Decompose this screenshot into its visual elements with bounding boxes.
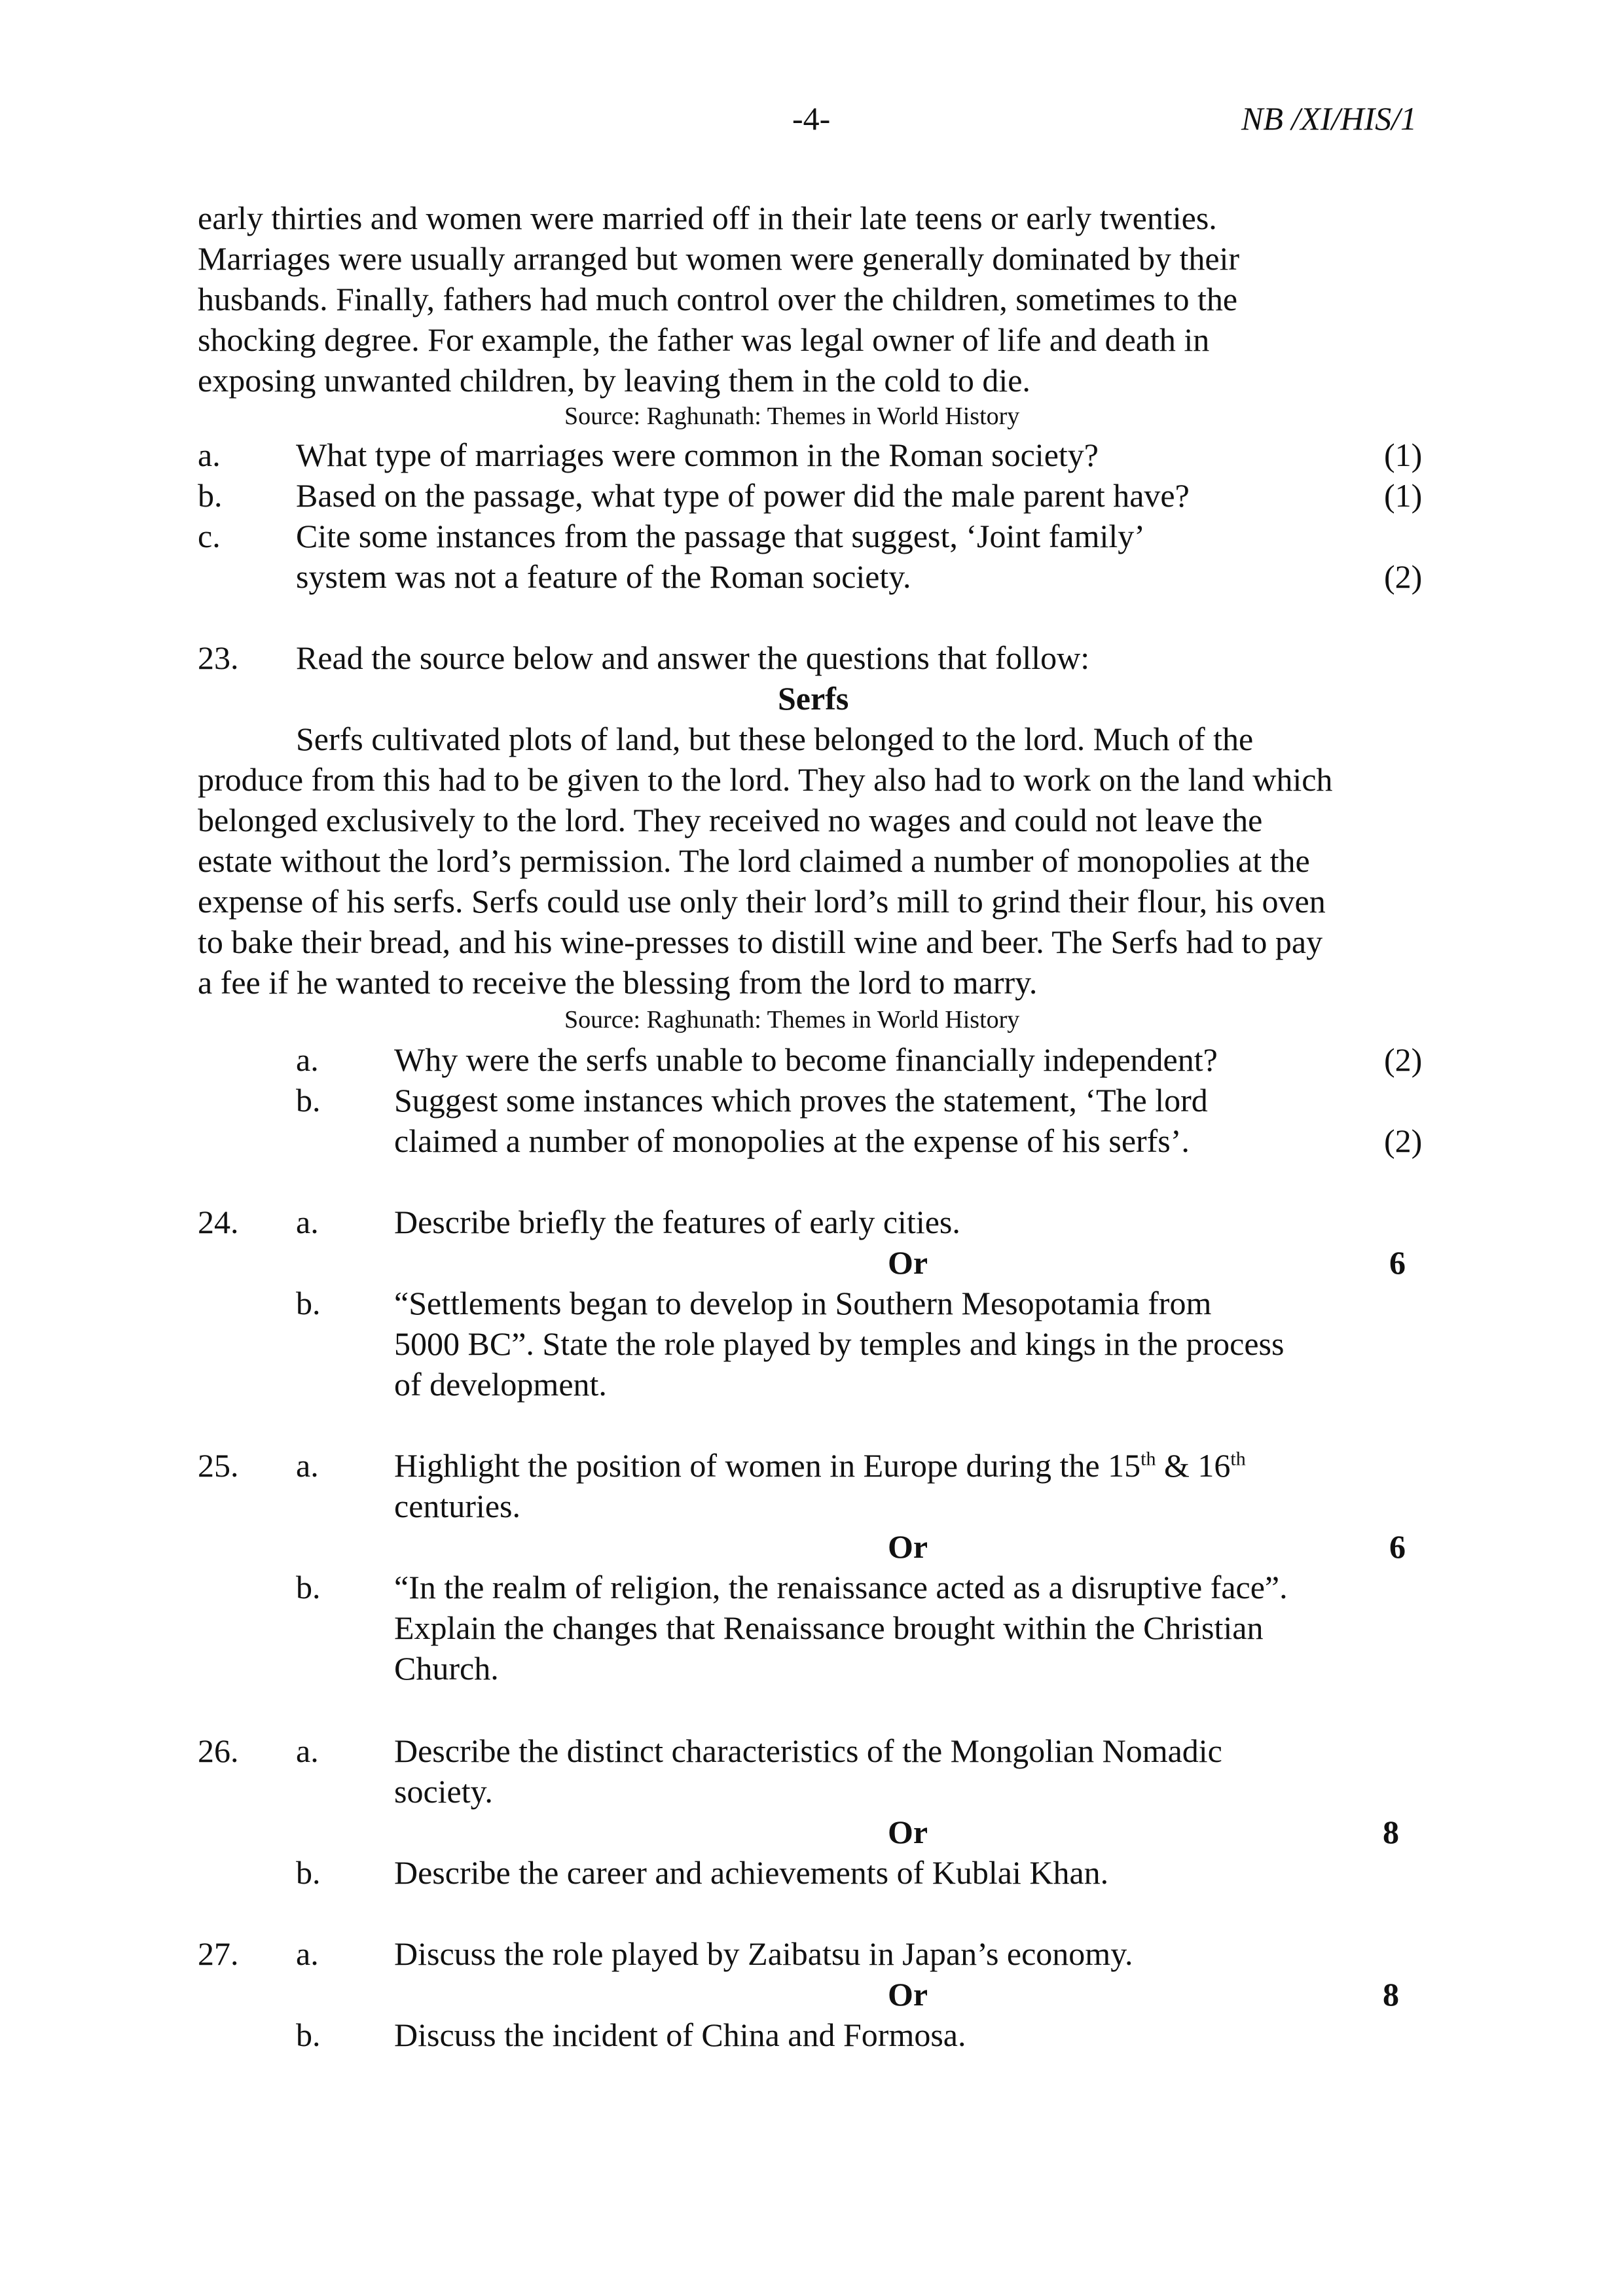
q25b-text-cont: Explain the changes that Renaissance brought within the Christian [394, 1609, 1264, 1646]
passage-line: to bake their bread, and his wine-presses to distill wine and beer. The Serfs had to pay [198, 924, 1323, 960]
q24-number: 24. [198, 1204, 239, 1240]
q24a-text: Describe briefly the features of early cities. [394, 1204, 960, 1240]
q23-source-title: Serfs [778, 680, 849, 717]
passage-line: a fee if he wanted to receive the blessing from the lord to marry. [198, 964, 1038, 1001]
q26b-letter: b. [296, 1854, 321, 1891]
source-citation: Source: Raghunath: Themes in World History [564, 1006, 1020, 1033]
q27a-letter: a. [296, 1935, 319, 1972]
q27-number: 27. [198, 1935, 239, 1972]
passage-23 [198, 719, 1435, 1003]
q26a-text: Describe the distinct characteristics of the Mongolian Nomadic [394, 1732, 1222, 1769]
q26a-letter: a. [296, 1732, 319, 1769]
q24b-letter: b. [296, 1285, 321, 1321]
q25-or: Or [888, 1528, 928, 1565]
q23a-text: Why were the serfs unable to become financially independent? [394, 1041, 1218, 1078]
passage-line: shocking degree. For example, the father was legal owner of life and death in [198, 321, 1210, 358]
passage-line: Marriages were usually arranged but women were generally dominated by their [198, 240, 1240, 277]
q25a-letter: a. [296, 1447, 319, 1484]
q24-or: Or [888, 1244, 928, 1281]
q26-or: Or [888, 1814, 928, 1850]
q25b-text: “In the realm of religion, the renaissance acted as a disruptive face”. [394, 1569, 1288, 1605]
q23b-text-cont: claimed a number of monopolies at the expense of his serfs’. [394, 1122, 1190, 1159]
q27b-text: Discuss the incident of China and Formosa. [394, 2017, 966, 2053]
q25-number: 25. [198, 1447, 239, 1484]
passage-line: husbands. Finally, fathers had much control over the children, sometimes to the [198, 281, 1238, 317]
q24a-letter: a. [296, 1204, 319, 1240]
q22b-letter: b. [198, 477, 223, 514]
source-citation: Source: Raghunath: Themes in World History [564, 403, 1020, 430]
q24-marks: 6 [1389, 1244, 1406, 1281]
q22b-marks: (1) [1384, 477, 1423, 514]
q25-marks: 6 [1389, 1528, 1406, 1565]
q27a-text: Discuss the role played by Zaibatsu in Japan’s economy. [394, 1935, 1133, 1972]
q23-prompt: Read the source below and answer the questions that follow: [296, 639, 1090, 676]
passage-22 [198, 198, 1435, 401]
q27-marks: 8 [1383, 1976, 1399, 2013]
passage-line: Serfs cultivated plots of land, but these belonged to the lord. Much of the [296, 721, 1254, 757]
q23b-letter: b. [296, 1082, 321, 1119]
passage-line: produce from this had to be given to the lord. They also had to work on the land which [198, 761, 1333, 798]
q23a-letter: a. [296, 1041, 319, 1078]
q27-or: Or [888, 1976, 928, 2013]
q26b-text: Describe the career and achievements of Kublai Khan. [394, 1854, 1109, 1891]
q24b-text-cont: 5000 BC”. State the role played by temples and kings in the process [394, 1325, 1285, 1362]
passage-line: estate without the lord’s permission. The lord claimed a number of monopolies at the [198, 842, 1310, 879]
passage-line: expense of his serfs. Serfs could use only their lord’s mill to grind their flour, his oven [198, 883, 1326, 920]
q23a-marks: (2) [1384, 1041, 1423, 1078]
passage-line: early thirties and women were married off in their late teens or early twenties. [198, 200, 1217, 236]
q22a-text: What type of marriages were common in the Roman society? [296, 437, 1099, 473]
q26-marks: 8 [1383, 1814, 1399, 1850]
q27b-letter: b. [296, 2017, 321, 2053]
q22c-letter: c. [198, 518, 221, 554]
q25b-text-cont: Church. [394, 1650, 499, 1687]
q23-number: 23. [198, 639, 239, 676]
passage-line: belonged exclusively to the lord. They received no wages and could not leave the [198, 802, 1263, 838]
page-number: -4- [792, 100, 831, 137]
q25a-text: Highlight the position of women in Europe during the 15th & 16th [394, 1447, 1246, 1484]
q22a-letter: a. [198, 437, 221, 473]
q24b-text-cont: of development. [394, 1366, 607, 1403]
q22a-marks: (1) [1384, 437, 1423, 473]
q22b-text: Based on the passage, what type of power did the male parent have? [296, 477, 1190, 514]
q22c-text-cont: system was not a feature of the Roman society. [296, 558, 911, 595]
q24b-text: “Settlements began to develop in Southern Mesopotamia from [394, 1285, 1212, 1321]
q25a-text-cont: centuries. [394, 1488, 520, 1524]
q26-number: 26. [198, 1732, 239, 1769]
q26a-text-cont: society. [394, 1773, 493, 1810]
paper-code: NB /XI/HIS/1 [1241, 100, 1417, 137]
q22c-marks: (2) [1384, 558, 1423, 595]
q25b-letter: b. [296, 1569, 321, 1605]
q23b-text: Suggest some instances which proves the statement, ‘The lord [394, 1082, 1208, 1119]
q23b-marks: (2) [1384, 1122, 1423, 1159]
q22c-text: Cite some instances from the passage that suggest, ‘Joint family’ [296, 518, 1145, 554]
passage-line: exposing unwanted children, by leaving them in the cold to die. [198, 362, 1030, 399]
